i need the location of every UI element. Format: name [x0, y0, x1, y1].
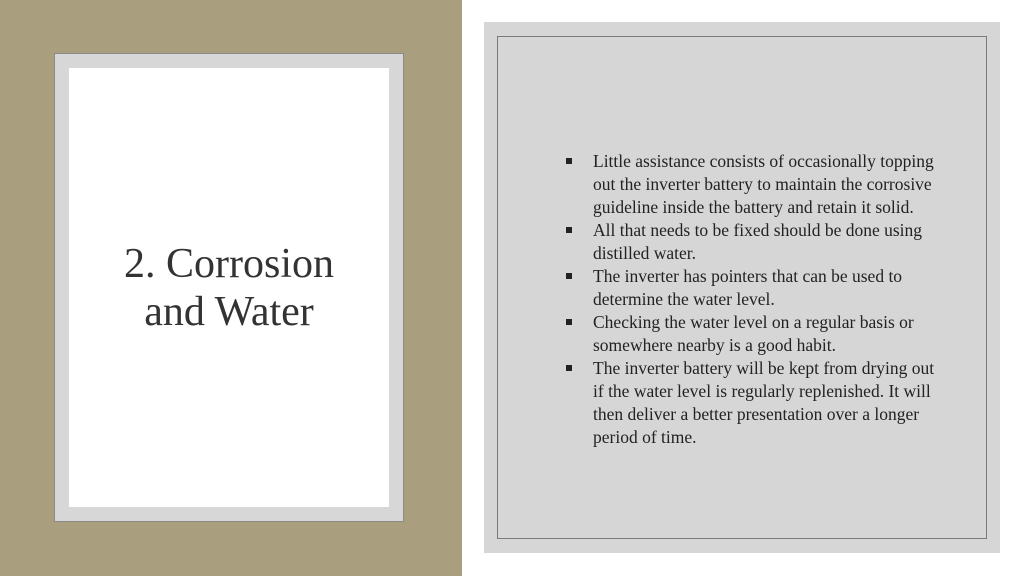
bullet-item: The inverter has pointers that can be used to determine the water level. [566, 265, 946, 311]
content-panel [484, 22, 1000, 553]
title-card [69, 68, 389, 507]
bullet-item: All that needs to be fixed should be done using distilled water. [566, 219, 946, 265]
content-frame [497, 36, 987, 539]
left-background-panel [0, 0, 462, 576]
title-frame [54, 53, 404, 522]
slide-title: 2. Corrosion and Water [124, 240, 334, 335]
bullet-item: Little assistance consists of occasionally topping out the inverter battery to maintain the corrosive guideline inside the battery and retain it solid. [566, 150, 946, 219]
bullet-item: Checking the water level on a regular basis or somewhere nearby is a good habit. [566, 311, 946, 357]
bullet-list [566, 150, 946, 449]
bullet-item: The inverter battery will be kept from drying out if the water level is regularly replenished. It will then deliver a better presentation over a longer period of time. [566, 357, 946, 449]
